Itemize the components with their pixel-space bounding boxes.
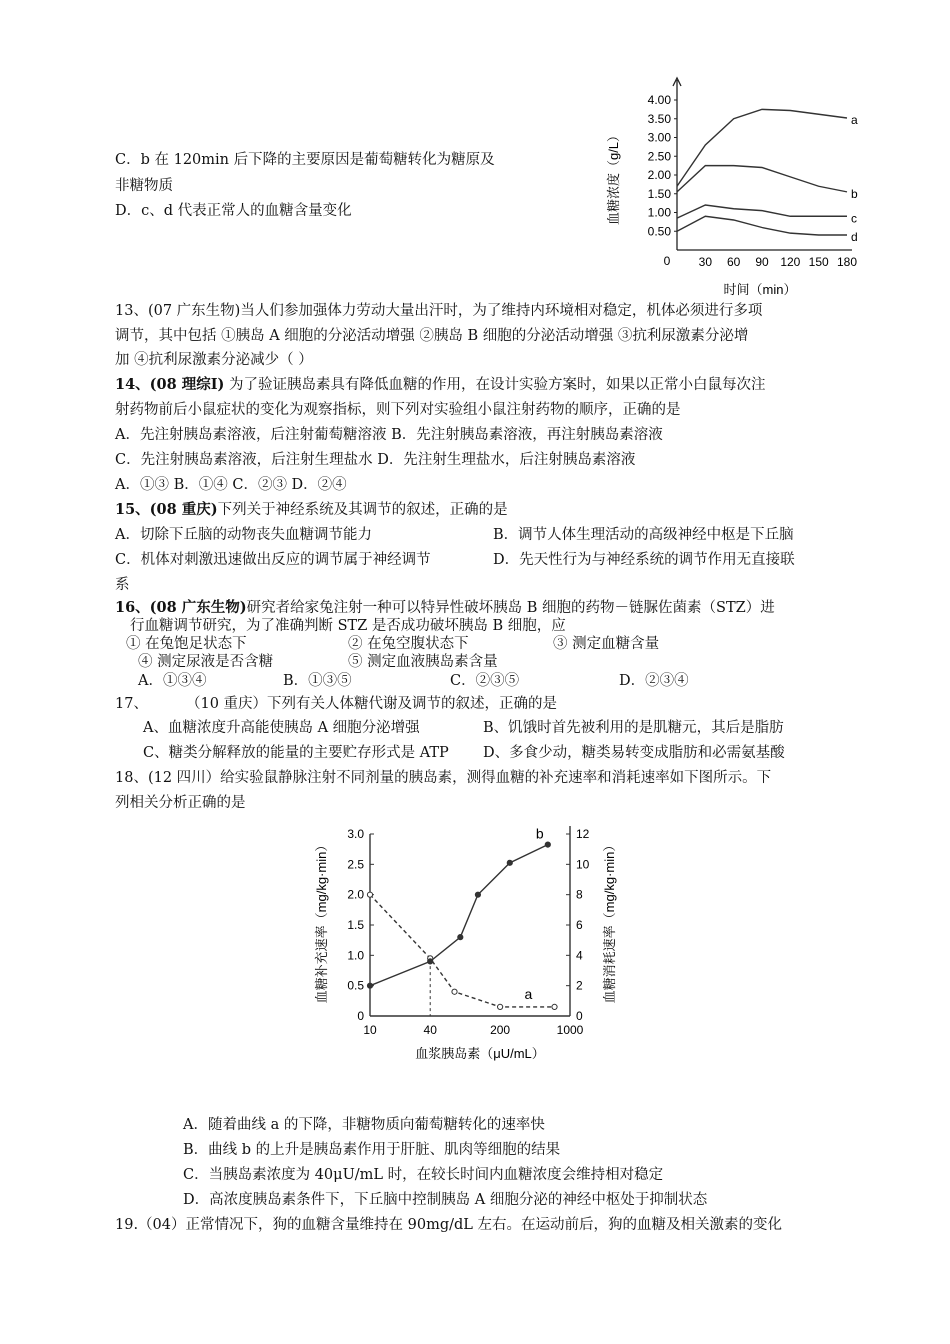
chart1-x-tick-label: 180 xyxy=(836,255,858,269)
chart2-right-tick-label: 0 xyxy=(576,1009,583,1023)
chart-glucose-rates-vs-insulin xyxy=(300,816,630,1078)
chart1-series-a-line xyxy=(677,109,847,186)
q18-option-c: C．当胰岛素浓度为 40μU/mL 时，在较长时间内血糖浓度会维持相对稳定 xyxy=(183,1167,664,1183)
chart2-series-b-label: b xyxy=(535,825,544,842)
q15-number: 15、(08 重庆) xyxy=(115,501,218,518)
q16-option-a: A．①③④ xyxy=(138,673,207,689)
q16-item4: ④ 测定尿液是否含糖 xyxy=(138,654,274,670)
chart2-right-tick-label: 6 xyxy=(576,918,583,932)
q15-stem-line xyxy=(115,500,508,520)
chart1-y-tick-label: 1.50 xyxy=(647,186,671,201)
chart2-left-tick-label: 0.5 xyxy=(347,978,364,993)
q14-stem: 为了验证胰岛素具有降低血糖的作用，在设计实验方案时，如果以正常小白鼠每次注 xyxy=(224,377,766,393)
chart2-left-tick-label: 3.0 xyxy=(347,827,364,841)
q18-option-b: B．曲线 b 的上升是胰岛素作用于肝脏、肌肉等细胞的结果 xyxy=(183,1142,561,1158)
chart1-x-tick-label: 120 xyxy=(780,255,801,269)
q16-item5: ⑤ 测定血液胰岛素含量 xyxy=(348,654,498,670)
q15-option-d-tail: 系 xyxy=(115,577,130,593)
chart1-x-tick-label: 150 xyxy=(808,255,829,269)
chart1-series-a-label: a xyxy=(851,113,858,127)
chart1-x-tick-label: 90 xyxy=(755,255,769,269)
q17-option-c: C、糖类分解释放的能量的主要贮存形式是 ATP xyxy=(143,745,449,761)
chart1-y-tick-label: 3.00 xyxy=(647,130,671,145)
chart1-series-d-line xyxy=(677,216,847,235)
q13-line1 xyxy=(115,301,762,321)
chart2-right-tick-label: 10 xyxy=(576,857,590,872)
chart1-axes xyxy=(648,78,858,269)
q14-line4: C．先注射胰岛素溶液，后注射生理盐水 D．先注射生理盐水，后注射胰岛素溶液 xyxy=(115,452,636,468)
q16-line2: 行血糖调节研究，为了准确判断 STZ 是否成功破坏胰岛 B 细胞，应 xyxy=(130,618,566,634)
q15-option-b: B．调节人体生理活动的高级神经中枢是下丘脑 xyxy=(493,527,794,543)
q16-option-c: C．②③⑤ xyxy=(450,673,520,689)
chart1-y-tick-label: 2.00 xyxy=(647,168,671,182)
chart2-x-tick-label: 10 xyxy=(363,1023,377,1037)
chart2-left-tick-label: 1.5 xyxy=(347,918,364,932)
chart2-right-tick-label: 2 xyxy=(576,978,583,993)
q15-option-c: C．机体对刺激迅速做出反应的调节属于神经调节 xyxy=(115,552,431,568)
chart2-x-tick-label: 40 xyxy=(423,1023,437,1037)
q19-line1: 19.（04）正常情况下，狗的血糖含量维持在 90mg/dL 左右。在运动前后，狗的血糖及相关激素的变化 xyxy=(115,1217,783,1233)
chart1-series-c-line xyxy=(677,205,847,218)
chart2-series-a-point xyxy=(452,989,457,994)
q18-option-d: D．高浓度胰岛素条件下，下丘脑中控制胰岛 A 细胞分泌的神经中枢处于抑制状态 xyxy=(183,1192,708,1208)
chart2-series-b-point xyxy=(507,860,512,865)
chart2-x-tick-label: 200 xyxy=(490,1023,511,1037)
chart1-y-tick-label: 1.00 xyxy=(647,205,671,220)
chart2-series-b-point xyxy=(545,842,550,847)
q17-number: 17、 xyxy=(115,696,148,712)
chart-blood-glucose-over-time xyxy=(606,72,860,300)
chart2-series-b-point xyxy=(475,892,480,897)
chart1-y-axis-label: 血糖浓度（g/L） xyxy=(606,128,621,226)
chart2-x-axis-label: 血浆胰岛素（μU/mL） xyxy=(415,1046,545,1061)
chart2-left-tick-label: 0 xyxy=(357,1009,364,1023)
chart2-left-tick-label: 2.0 xyxy=(347,887,364,902)
q16-item1: ① 在兔饱足状态下 xyxy=(126,636,247,652)
chart2-series-b-point xyxy=(458,935,463,940)
chart1-x-tick-label: 60 xyxy=(726,255,741,269)
q15-option-a: A．切除下丘脑的动物丧失血糖调节能力 xyxy=(115,527,372,543)
chart2-x-tick-label: 1000 xyxy=(556,1023,584,1037)
chart2-left-tick-label: 2.5 xyxy=(347,857,364,872)
q13-line3: 加 ④抗利尿激素分泌减少（ ） xyxy=(115,352,313,368)
chart2-left-y-axis-label: 血糖补充速率（mg/kg·min） xyxy=(314,838,329,1004)
q14-line1 xyxy=(115,375,766,395)
chart2-series-a-point xyxy=(367,892,372,897)
q17-option-b: B、饥饿时首先被利用的是肌糖元，其后是脂肪 xyxy=(483,720,784,736)
q12-option-c-line2: 非糖物质 xyxy=(115,178,173,194)
q13-number: 13、(07 广东生物 xyxy=(115,303,235,319)
q16-item2: ② 在兔空腹状态下 xyxy=(348,636,469,652)
q16-option-d: D．②③④ xyxy=(619,673,689,689)
q12-option-d: D．c、d 代表正常人的血糖含量变化 xyxy=(115,203,352,219)
q13-line2: 调节，其中包括 ①胰岛 A 细胞的分泌活动增强 ②胰岛 B 细胞的分泌活动增强 ③抗利尿激素分泌增 xyxy=(115,328,749,344)
q13-stem: )当人们参加强体力劳动大量出汗时，为了维持内环境相对稳定，机体必须进行多项 xyxy=(234,303,763,319)
q18-line2: 列相关分析正确的是 xyxy=(115,795,246,811)
q12-option-c-line1: C．b 在 120min 后下降的主要原因是葡萄糖转化为糖原及 xyxy=(115,152,495,168)
chart1-series-b-label: b xyxy=(851,186,858,201)
chart2-series xyxy=(367,826,557,1010)
q16-option-b: B．①③⑤ xyxy=(283,673,352,689)
chart1-y-tick-label: 4.00 xyxy=(647,93,671,107)
q17-stem: （10 重庆）下列有关人体糖代谢及调节的叙述，正确的是 xyxy=(186,696,558,712)
q15-stem: 下列关于神经系统及其调节的叙述，正确的是 xyxy=(217,502,508,518)
q17-option-d: D、多食少动，糖类易转变成脂肪和必需氨基酸 xyxy=(483,745,785,761)
chart2-series-b-point xyxy=(367,983,372,988)
chart1-x-axis-label: 时间（min） xyxy=(723,282,797,297)
q18-option-a: A．随着曲线 a 的下降，非糖物质向葡萄糖转化的速率快 xyxy=(183,1117,545,1133)
chart1-y-tick-label: 3.50 xyxy=(647,111,671,126)
q17-option-a: A、血糖浓度升高能使胰岛 A 细胞分泌增强 xyxy=(143,720,420,736)
q18-line1: 18、(12 四川）给实验鼠静脉注射不同剂量的胰岛素，测得血糖的补充速率和消耗速率如下图所示。下 xyxy=(115,770,772,786)
q14-line5: A．①③ B．①④ C．②③ D．②④ xyxy=(115,477,347,493)
chart2-left-tick-label: 1.0 xyxy=(347,948,364,963)
q16-line1 xyxy=(115,598,775,618)
chart2-series-a-label: a xyxy=(524,985,533,1002)
q15-option-d: D．先天性行为与神经系统的调节作用无直接联 xyxy=(493,552,795,568)
chart1-origin-label: 0 xyxy=(663,254,671,268)
q14-line2: 射药物前后小鼠症状的变化为观察指标，则下列对实验组小鼠注射药物的顺序，正确的是 xyxy=(115,402,681,418)
chart2-right-y-axis-label: 血糖消耗速率（mg/kg·min） xyxy=(602,838,617,1004)
chart1-series-c-label: c xyxy=(851,211,857,226)
q16-stem: 研究者给家兔注射一种可以特异性破坏胰岛 B 细胞的药物－链脲佐菌素（STZ）进 xyxy=(246,600,775,616)
chart1-y-tick-label: 2.50 xyxy=(647,149,671,164)
chart1-x-tick-label: 30 xyxy=(698,255,713,269)
chart2-right-tick-label: 12 xyxy=(576,827,590,841)
chart2-series-a-point xyxy=(552,1004,557,1009)
chart1-series-d-label: d xyxy=(851,230,858,244)
chart2-series-b-line xyxy=(370,845,548,986)
chart2-right-tick-label: 8 xyxy=(576,887,583,902)
chart1-series xyxy=(677,109,858,244)
chart1-y-tick-label: 0.50 xyxy=(647,224,671,239)
q16-number: 16、(08 广东生物) xyxy=(115,599,247,616)
chart1-series-b-line xyxy=(677,166,847,192)
chart2-series-b-point xyxy=(428,959,433,964)
chart2-right-tick-label: 4 xyxy=(576,948,583,963)
chart2-series-a-point xyxy=(498,1004,503,1009)
q14-line3: A．先注射胰岛素溶液，后注射葡萄糖溶液 B．先注射胰岛素溶液，再注射胰岛素溶液 xyxy=(115,427,663,443)
q14-number: 14、(08 理综Ⅰ) xyxy=(115,376,225,393)
q16-item3: ③ 测定血糖含量 xyxy=(553,636,660,652)
